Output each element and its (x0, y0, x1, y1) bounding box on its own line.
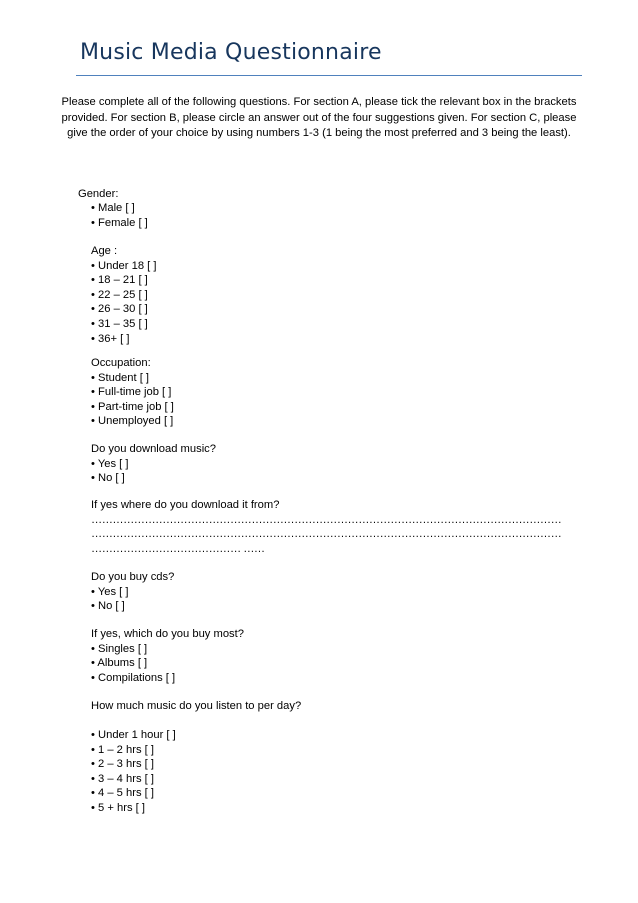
answer-line-3[interactable]: …………………………………… …… (91, 542, 265, 555)
listen-label: How much music do you listen to per day? (91, 700, 302, 712)
option-4-5-hrs[interactable]: • 4 – 5 hrs [ ] (91, 787, 154, 800)
download-source-section (91, 498, 581, 556)
option-18-21[interactable]: • 18 – 21 [ ] (91, 274, 148, 287)
option-26-30[interactable]: • 26 – 30 [ ] (91, 303, 148, 316)
title-underline (76, 75, 582, 76)
option-5-plus-hrs[interactable]: • 5 + hrs [ ] (91, 801, 145, 814)
buy-cds-section (91, 570, 174, 614)
download-source-label: If yes where do you download it from? (91, 499, 280, 511)
gender-options (91, 201, 148, 230)
option-31-35[interactable]: • 31 – 35 [ ] (91, 317, 148, 330)
age-label: Age : (91, 245, 118, 257)
option-1-2-hrs[interactable]: • 1 – 2 hrs [ ] (91, 743, 154, 756)
option-full-time-job[interactable]: • Full-time job [ ] (91, 386, 172, 399)
option-3-4-hrs[interactable]: • 3 – 4 hrs [ ] (91, 772, 154, 785)
option-albums[interactable]: • Albums [ ] (91, 657, 148, 670)
option-under-1-hour[interactable]: • Under 1 hour [ ] (91, 729, 176, 741)
buy-most-label: If yes, which do you buy most? (91, 628, 244, 640)
option-unemployed[interactable]: • Unemployed [ ] (91, 415, 174, 428)
page-title: Music Media Questionnaire (80, 40, 382, 65)
option-buy-no[interactable]: • No [ ] (91, 600, 125, 613)
buy-cds-label: Do you buy cds? (91, 571, 175, 583)
option-singles[interactable]: • Singles [ ] (91, 642, 148, 655)
option-2-3-hrs[interactable]: • 2 – 3 hrs [ ] (91, 758, 154, 771)
buy-most-section (91, 627, 244, 685)
gender-label: Gender: (78, 188, 119, 200)
listen-options (91, 728, 176, 816)
option-22-25[interactable]: • 22 – 25 [ ] (91, 288, 148, 301)
option-36-plus[interactable]: • 36+ [ ] (91, 332, 130, 345)
option-download-yes[interactable]: • Yes [ ] (91, 457, 129, 470)
option-male[interactable]: • Male [ ] (91, 202, 135, 214)
option-female[interactable]: • Female [ ] (91, 216, 148, 229)
listen-question (91, 699, 301, 714)
option-buy-yes[interactable]: • Yes [ ] (91, 585, 129, 598)
occupation-label: Occupation: (91, 357, 151, 369)
download-label: Do you download music? (91, 443, 216, 455)
instructions-text: Please complete all of the following questions. For section A, please tick the relevant box in the brackets provided. For section B, please circle an answer out of the four suggestions given. For section C, please give the order of your choice by using numbers 1-3 (1 being the most preferred and 3 being the least). (61, 96, 577, 139)
download-section (91, 442, 216, 486)
option-student[interactable]: • Student [ ] (91, 371, 150, 384)
option-download-no[interactable]: • No [ ] (91, 472, 125, 485)
age-section (91, 244, 156, 346)
answer-line-1[interactable]: …………………………………………………………………………………………………………………… (91, 513, 562, 526)
occupation-section (91, 356, 174, 429)
option-under-18[interactable]: • Under 18 [ ] (91, 259, 157, 272)
option-compilations[interactable]: • Compilations [ ] (91, 671, 176, 684)
answer-line-2[interactable]: …………………………………………………………………………………………………………………… (91, 528, 562, 541)
option-part-time-job[interactable]: • Part-time job [ ] (91, 400, 174, 413)
